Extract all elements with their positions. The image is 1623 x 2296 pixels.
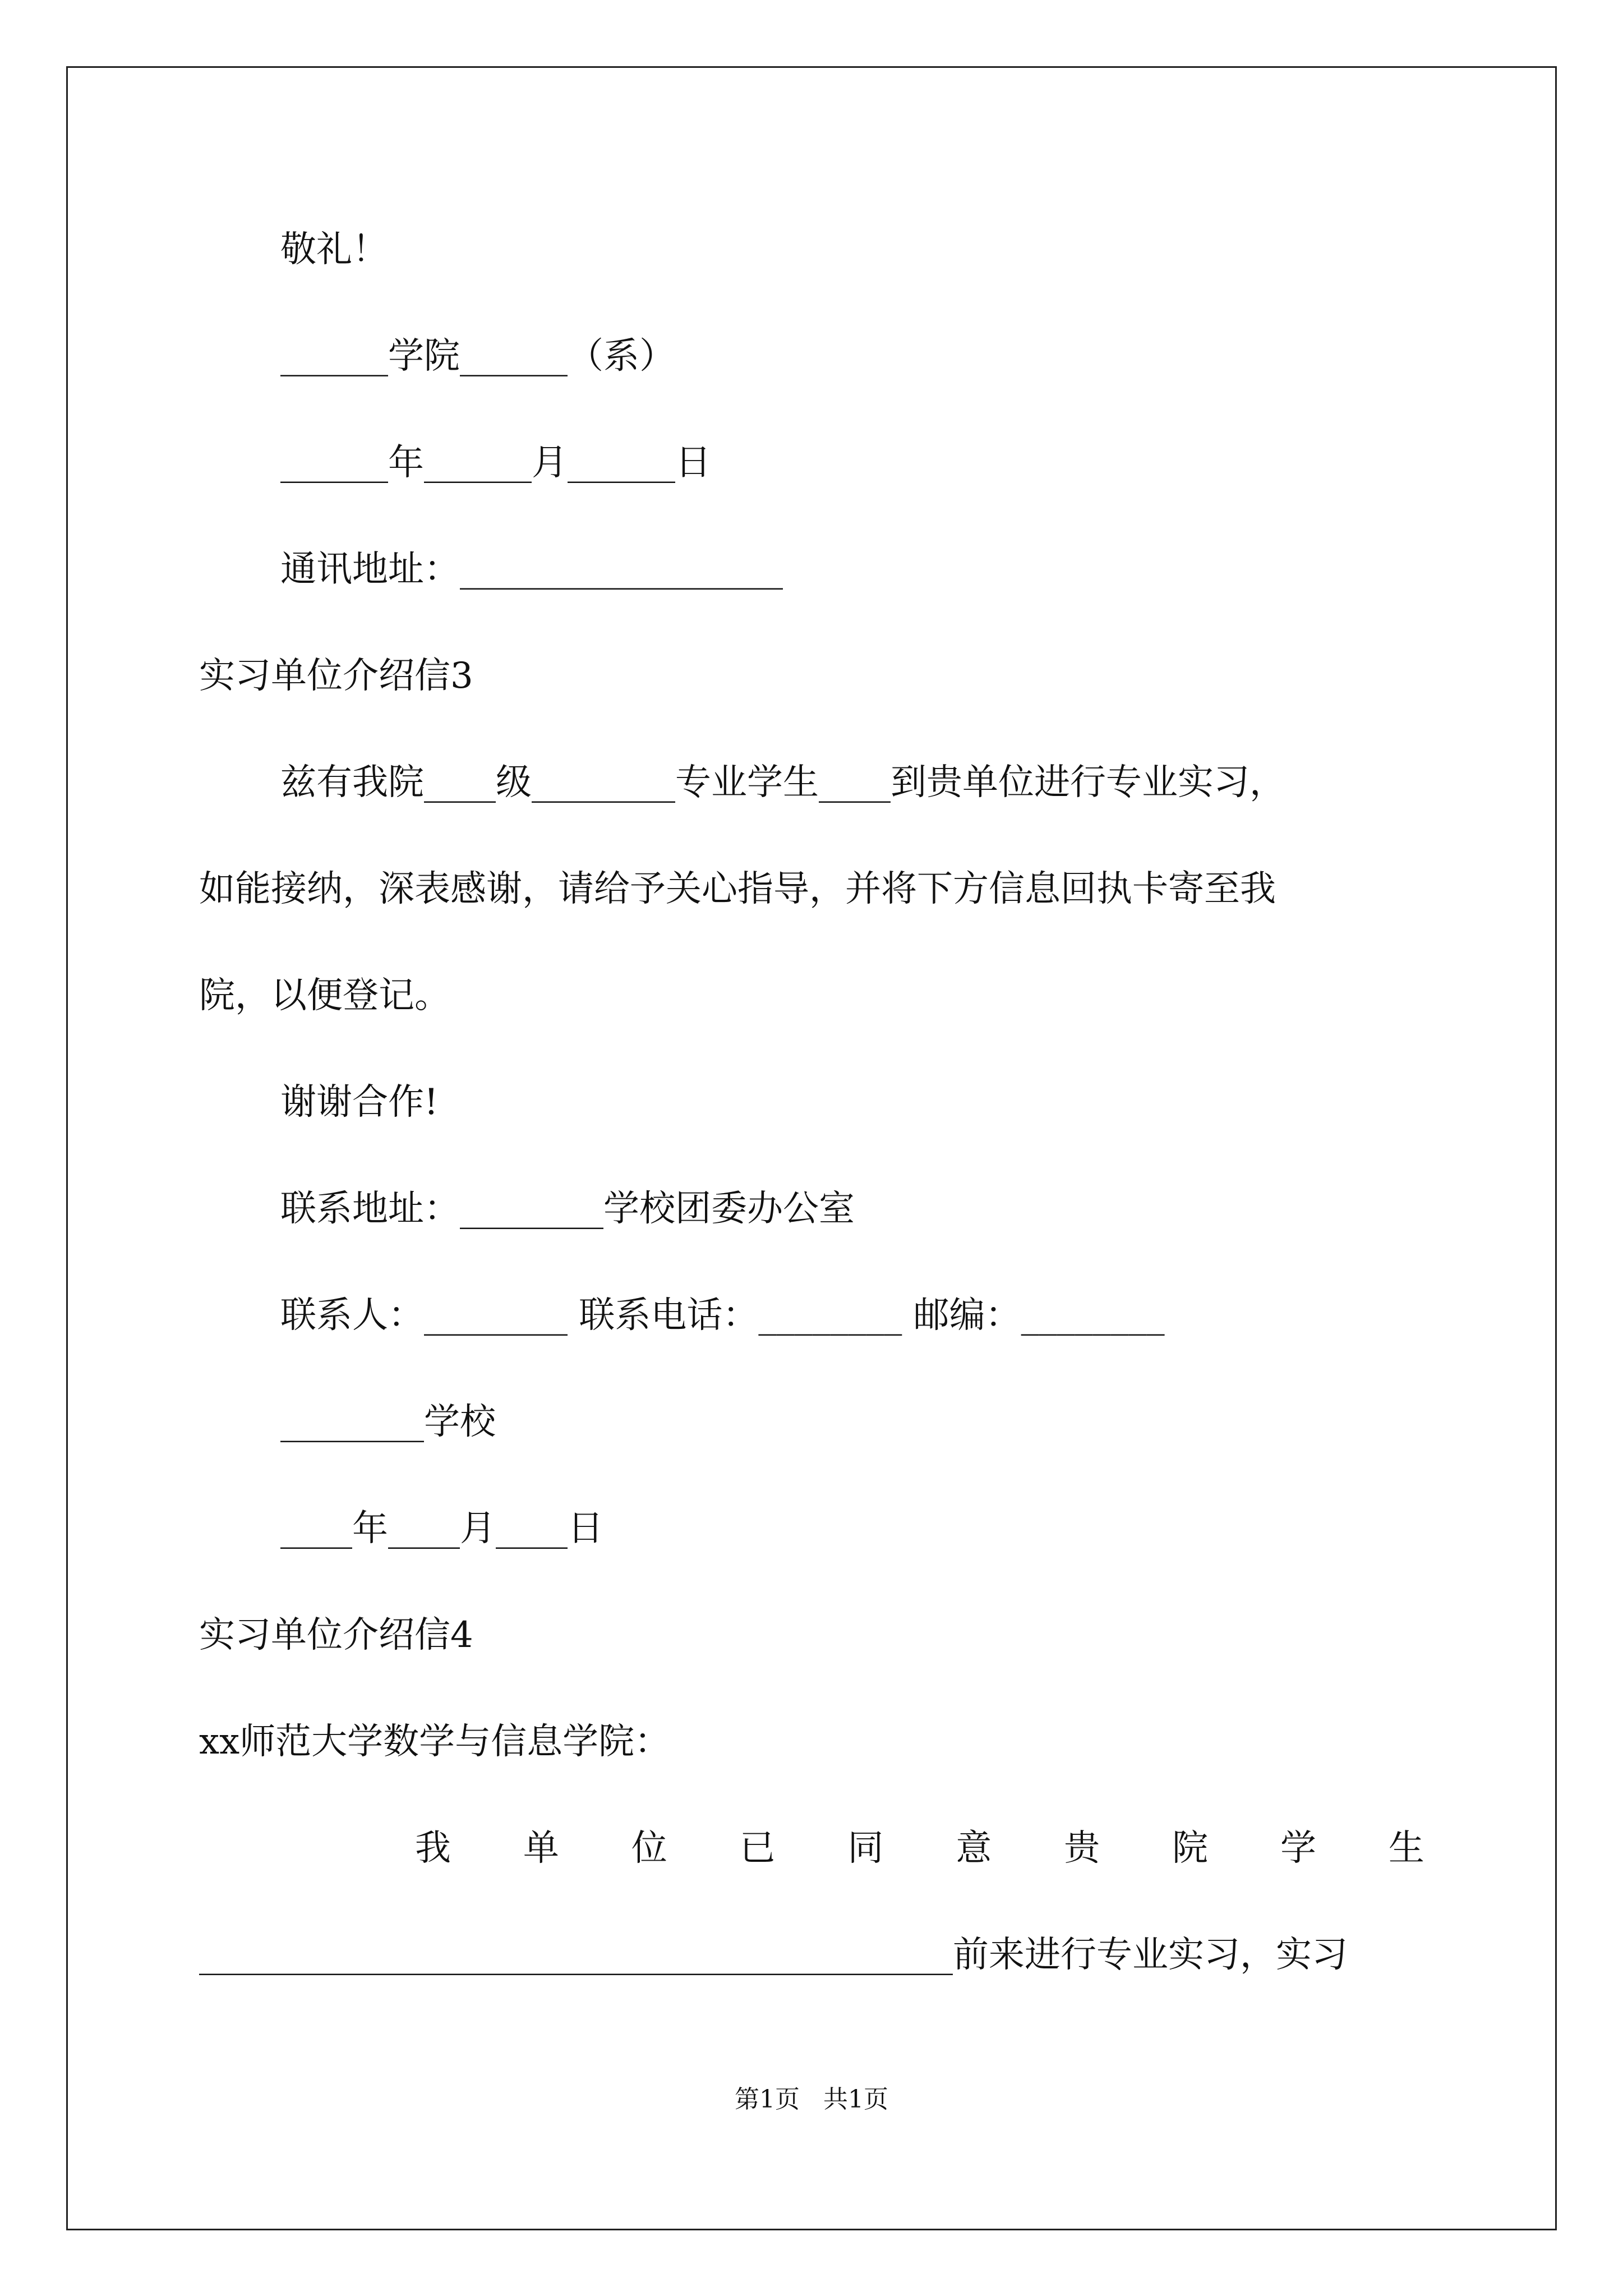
recipient-line: xx师范大学数学与信息学院： xyxy=(199,1721,671,1763)
justified-char: 生 xyxy=(1388,1828,1424,1869)
section-title-4: 实习单位介绍信4 xyxy=(199,1614,473,1656)
paragraph-line: 院，以便登记。 xyxy=(199,975,450,1016)
section-title-3: 实习单位介绍信3 xyxy=(199,655,473,697)
paragraph-line: 兹有我院____级________专业学生____到贵单位进行专业实习， xyxy=(280,762,1285,803)
college-department-blank: ______学院______（系） xyxy=(280,335,675,377)
closing-salutation: 敬礼！ xyxy=(280,229,388,270)
school-blank: ________学校 xyxy=(280,1401,496,1443)
thanks-line: 谢谢合作! xyxy=(280,1082,439,1123)
contact-info-line: 联系人：________ 联系电话：________ 邮编：________ xyxy=(280,1295,1165,1336)
justified-char: 院 xyxy=(1172,1828,1209,1869)
contact-address-line: 联系地址：________学校团委办公室 xyxy=(280,1188,855,1230)
paragraph-line: __________________________________________前来进行专业实习，实习 xyxy=(199,1934,1348,1976)
justified-char: 我 xyxy=(415,1828,451,1869)
justified-char: 同 xyxy=(847,1828,884,1869)
date-blank: ______年______月______日 xyxy=(280,442,711,484)
justified-char: 已 xyxy=(739,1828,776,1869)
justified-char: 学 xyxy=(1280,1828,1316,1869)
justified-char: 位 xyxy=(631,1828,667,1869)
justified-char: 意 xyxy=(956,1828,992,1869)
mailing-address-blank: 通讯地址：__________________ xyxy=(280,549,783,590)
justified-char: 单 xyxy=(523,1828,559,1869)
page-border xyxy=(66,66,1557,2230)
paragraph-line: 如能接纳，深表感谢，请给予关心指导，并将下方信息回执卡寄至我 xyxy=(199,868,1276,910)
justified-char: 贵 xyxy=(1064,1828,1100,1869)
justified-sentence-line xyxy=(415,1826,1424,1871)
date-blank: ____年____月____日 xyxy=(280,1508,603,1549)
page-number-footer: 第1页 共1页 xyxy=(735,2085,888,2114)
